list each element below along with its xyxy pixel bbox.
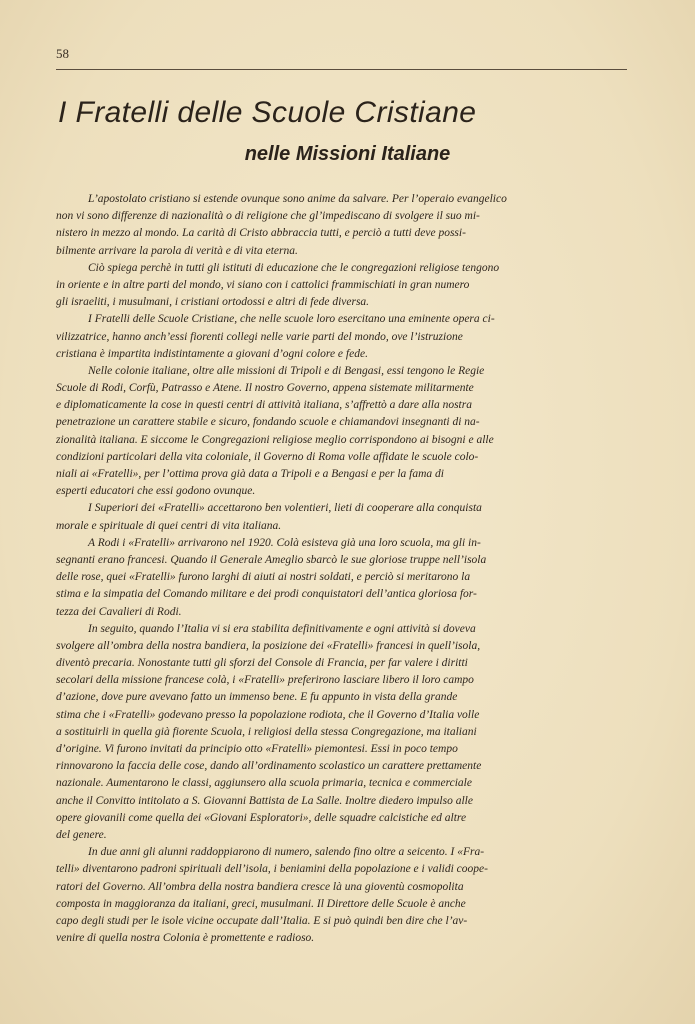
text-line: L’apostolato cristiano si estende ovunque sono anime da salvare. Per l’operaio evangelico xyxy=(88,193,507,205)
text-line: I Superiori dei «Fratelli» accettarono ben volentieri, lieti di cooperare alla conquista xyxy=(88,502,482,515)
text-line: telli» diventarono padroni spirituali dell’isola, i beniamini della popolazione e i validi coope- xyxy=(56,863,488,876)
text-line: A Rodi i «Fratelli» arrivarono nel 1920. Colà esisteva già una loro scuola, ma gli in- xyxy=(88,536,481,549)
text-line: rinnovarono la faccia delle cose, dando all’ordinamento scolastico un carattere prettamente xyxy=(56,760,482,773)
text-line: Ciò spiega perchè in tutti gli istituti di educazione che le congregazioni religiose tengono xyxy=(88,261,500,274)
text-line: nazionale. Aumentarono le classi, aggiunsero alla scuola primaria, tecnica e commerciale xyxy=(56,777,472,790)
text-line: ratori del Governo. All’ombra della nostra bandiera cresce là una gioventù cosmopolita xyxy=(56,880,464,893)
text-line: vilizzatrice, hanno anch’essi fiorenti collegi nelle varie parti del mondo, ove l’istruzione xyxy=(56,330,463,343)
text-line: e diplomaticamente la cose in questi centri di attività italiana, s’affrettò a dare alla nostra xyxy=(56,399,472,412)
text-line: diventò precaria. Nonostante tutti gli sforzi del Console di Francia, per far valere i diritti xyxy=(56,657,468,670)
text-line: del genere. xyxy=(56,828,107,841)
text-line: d’azione, dove pure avevano fatto un immenso bene. E fu appunto in vista della grande xyxy=(56,691,458,704)
text-line: segnanti erano francesi. Quando il Generale Ameglio sbarcò le sue gloriose truppe nell’isola xyxy=(56,553,487,566)
text-line: composta in maggioranza da italiani, greci, musulmani. Il Direttore delle Scuole è anche xyxy=(56,897,466,910)
text-line: In seguito, quando l’Italia vi si era stabilita definitivamente e ogni attività si doveva xyxy=(88,622,476,635)
text-line: zionalità italiana. E siccome le Congregazioni religiose meglio corrispondono ai bisogni e alle xyxy=(56,433,494,446)
text-line: tezza dei Cavalieri di Rodi. xyxy=(56,605,182,618)
text-line: Scuole di Rodi, Corfù, Patrasso e Atene. Il nostro Governo, appena sistemate militarmente xyxy=(56,382,474,395)
text-line: delle rose, quei «Fratelli» furono larghi di aiuti ai nostri soldati, e perciò si meritarono la xyxy=(56,571,471,584)
text-line: capo degli studi per le isole vicine occupate dall’Italia. E si può quindi ben dire che l’av- xyxy=(56,914,468,927)
text-line: anche il Convitto intitolato a S. Giovanni Battista de La Salle. Inoltre diedero impulso alle xyxy=(56,794,473,807)
text-line: d’origine. Vi furono invitati da principio otto «Fratelli» piemontesi. Essi in poco tempo xyxy=(56,743,458,755)
text-line: In due anni gli alunni raddoppiarono di numero, salendo fino oltre a seicento. I «Fra- xyxy=(88,846,485,859)
text-line: Nelle colonie italiane, oltre alle missioni di Tripoli e di Bengasi, essi tengono le Regie xyxy=(88,364,485,377)
text-line: penetrazione un carattere stabile e sicuro, fondando scuole e chiamandovi insegnanti di na- xyxy=(56,416,480,429)
article-title: I Fratelli delle Scuole Cristiane xyxy=(58,96,477,129)
text-line: niali ai «Fratelli», per l’ottima prova già data a Tripoli e a Bengasi e per la fama di xyxy=(56,468,445,480)
text-line: I Fratelli delle Scuole Cristiane, che nelle scuole loro esercitano una eminente opera ci- xyxy=(88,313,495,326)
article-subtitle: nelle Missioni Italiane xyxy=(244,143,451,165)
text-line: esperti educatori che essi godono ovunque. xyxy=(56,485,256,498)
text-line: bilmente arrivare la parola di verità e di vita eterna. xyxy=(56,244,298,257)
text-line: venire di quella nostra Colonia è promettente e radioso. xyxy=(56,932,315,945)
article-body xyxy=(56,191,633,947)
text-line: gli israeliti, i musulmani, i cristiani ortodossi e altri di fede diversa. xyxy=(56,296,370,309)
header-rule xyxy=(56,69,627,70)
text-line: in oriente e in altre parti del mondo, vi siano con i cattolici frammischiati in gran numero xyxy=(56,278,470,291)
text-line: stima e la simpatia del Comando militare e dei prodi conquistatori dell’antica gloriosa for- xyxy=(56,588,477,601)
text-line: cristiana è impartita indistintamente a giovani d’ogni colore e fede. xyxy=(56,347,368,360)
text-line: a sostituirli in quella già fiorente Scuola, i religiosi della stessa Congregazione, ma italiani xyxy=(56,725,477,738)
text-line: svolgere all’ombra della nostra bandiera, la posizione dei «Fratelli» francesi in quell’isola, xyxy=(56,639,481,652)
text-line: opere giovanili come quella dei «Giovani Esploratori», delle squadre calcistiche ed altre xyxy=(56,811,467,824)
text-line: morale e spirituale di quei centri di vita italiana. xyxy=(56,519,282,532)
text-line: secolari della missione francese colà, i «Fratelli» preferirono lasciare libero il loro campo xyxy=(56,674,474,687)
text-line: non vi sono differenze di nazionalità o di religione che gl’impediscano di svolgere il suo mi- xyxy=(56,210,480,223)
page-number: 58 xyxy=(56,46,69,61)
text-line: condizioni particolari della vita coloniale, il Governo di Roma volle affidate le scuole colo- xyxy=(56,450,479,463)
text-line: stima che i «Fratelli» godevano presso la popolazione rodiota, che il Governo d’Italia volle xyxy=(56,708,480,721)
text-line: nistero in mezzo al mondo. La carità di Cristo abbraccia tutti, e perciò a tutti deve possi- xyxy=(56,227,466,240)
